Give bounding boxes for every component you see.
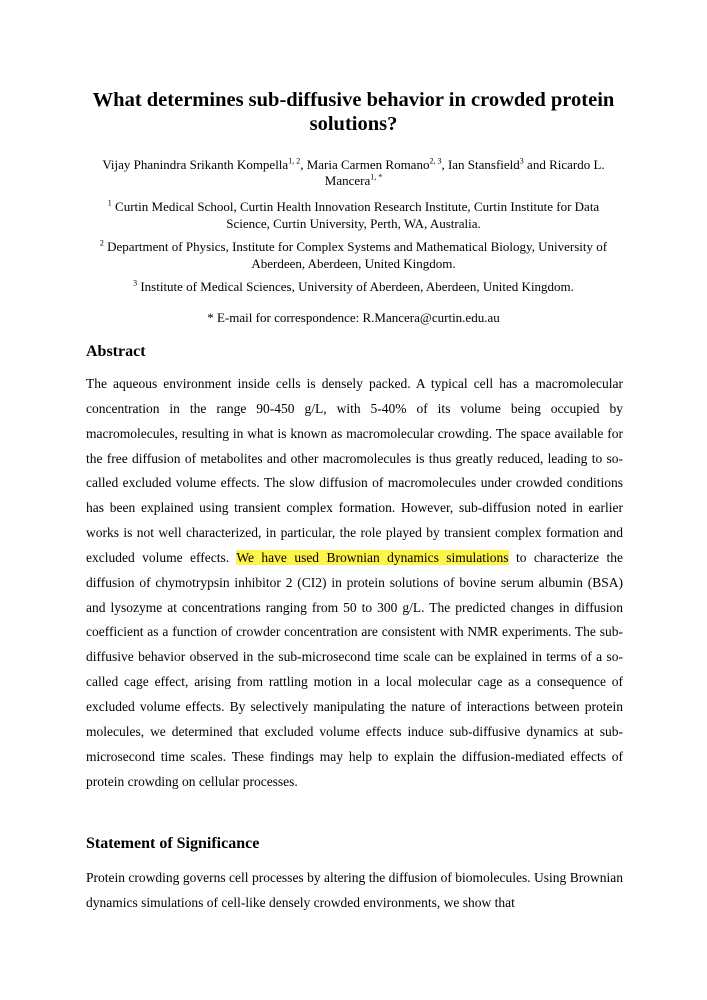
affiliation-text: Institute of Medical Sciences, University of Aberdeen, Aberdeen, United Kingdom. <box>137 279 574 294</box>
significance-heading: Statement of Significance <box>86 835 260 852</box>
author-list <box>95 157 612 188</box>
affiliation-number: 1 <box>107 198 112 208</box>
significance-body: Protein crowding governs cell processes by altering the diffusion of biomolecules. Using Brownian dynamics simulations of cell-like densely crowded environments, we show that <box>86 870 623 910</box>
affiliation-text: Department of Physics, Institute for Complex Systems and Mathematical Biology, University of Aberdeen, Aberdeen, United Kingdom. <box>103 239 608 271</box>
correspondence-email: * E-mail for correspondence: R.Mancera@curtin.edu.au <box>207 310 500 325</box>
paper-title: What determines sub-diffusive behavior in crowded protein solutions? <box>92 89 615 135</box>
affiliation-2 <box>96 238 611 272</box>
author-name: Vijay Phanindra Srikanth Kompella <box>102 157 289 172</box>
author-name: and Ricardo L. Mancera <box>324 157 605 188</box>
highlighted-text: We have used Brownian dynamics simulations <box>236 549 509 565</box>
affiliation-1 <box>100 198 607 232</box>
affiliation-3 <box>100 278 607 295</box>
author-affiliation-marker: 3 <box>519 156 524 166</box>
author-affiliation-marker: 1, * <box>370 172 383 182</box>
author-name: , Ian Stansfield <box>441 157 520 172</box>
author-affiliation-marker: 2, 3 <box>429 156 442 166</box>
abstract-heading: Abstract <box>86 343 146 360</box>
author-affiliation-marker: 1, 2 <box>288 156 301 166</box>
affiliation-number: 2 <box>99 238 104 248</box>
affiliation-number: 3 <box>133 278 138 288</box>
abstract-text-part2: to characterize the diffusion of chymotrypsin inhibitor 2 (CI2) in protein solutions of bovine serum albumin (BSA) and lysozyme at concentrations ranging from 50 to 300 g/L. The predicted changes in diffusion coefficient as a function of crowder concentration are consistent with NMR experiments. The sub-diffusive behavior observed in the sub-microsecond time scale can be explained in terms of a so-called cage effect, arising from rattling motion in a local molecular cage as a consequence of excluded volume effects. By selectively manipulating the nature of interactions between protein molecules, we determined that excluded volume effects induce sub-diffusive dynamics at sub-microsecond time scales. These findings may help to explain the diffusion-mediated effects of protein crowding on cellular processes. <box>86 549 623 789</box>
affiliation-text: Curtin Medical School, Curtin Health Innovation Research Institute, Curtin Institute for Data Science, Curtin University, Perth, WA, Australia. <box>111 199 600 231</box>
author-name: , Maria Carmen Romano <box>300 157 430 172</box>
abstract-body <box>86 372 623 794</box>
abstract-text-part1: The aqueous environment inside cells is densely packed. A typical cell has a macromolecular concentration in the range 90-450 g/L, with 5-40% of its volume being occupied by macromolecules, resulting in what is known as macromolecular crowding. The space available for the free diffusion of metabolites and other macromolecules is thus greatly reduced, leading to so-called excluded volume effects. The slow diffusion of macromolecules under crowded conditions has been explained using transient complex formation. However, sub-diffusion noted in earlier works is not well characterized, in particular, the role played by transient complex formation and excluded volume effects. <box>86 376 623 565</box>
